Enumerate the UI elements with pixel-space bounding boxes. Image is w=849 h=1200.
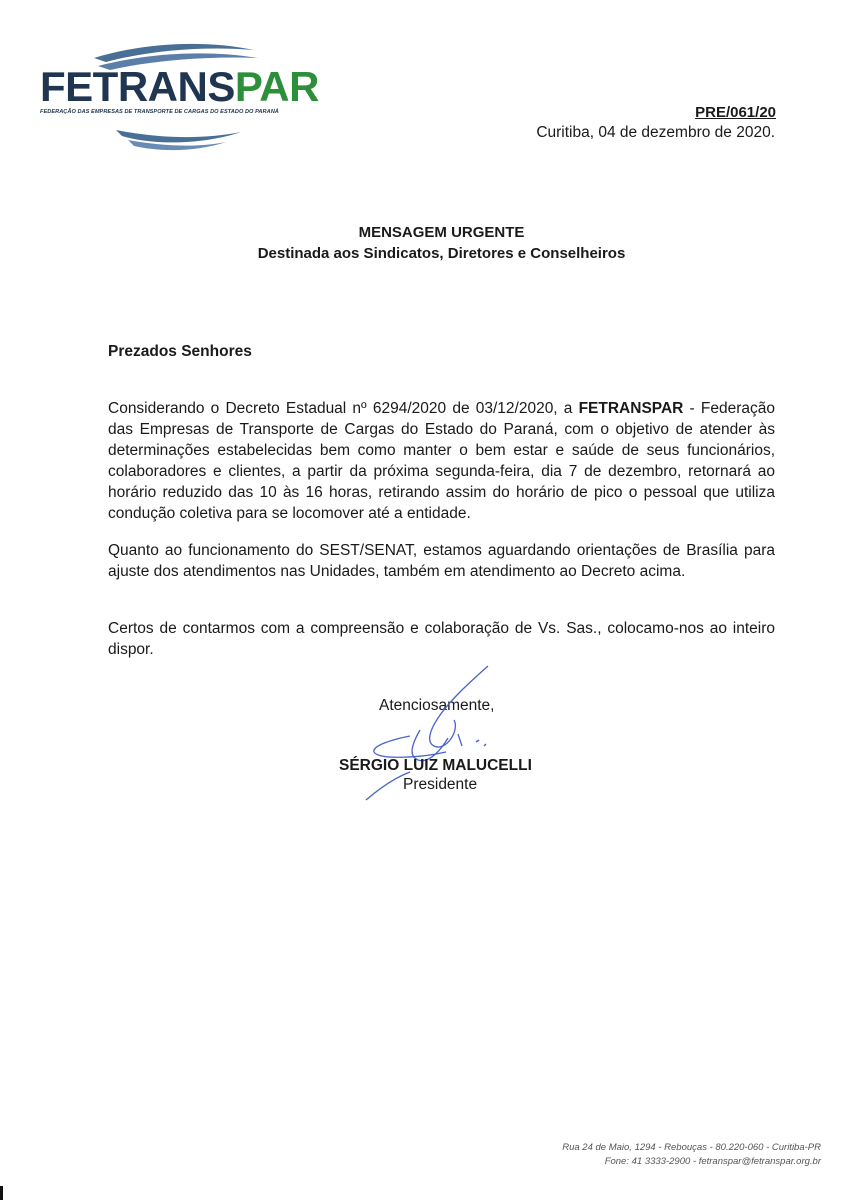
footer [562,1141,821,1169]
date-line: Curitiba, 04 de dezembro de 2020. [536,124,775,141]
footer-address: Rua 24 de Maio, 1294 - Rebouças - 80.220-060 - Curitiba-PR [562,1142,821,1153]
reference-number: PRE/061/20 [695,104,776,121]
subject-title: MENSAGEM URGENTE [358,224,525,241]
body-paragraph-2: Quanto ao funcionamento do SEST/SENAT, estamos aguardando orientações de Brasília para ajuste dos atendimentos nas Unidades, também em atendimento ao Decreto acima. [108,542,775,580]
scan-edge-mark [0,1186,3,1200]
body-paragraph-3: Certos de contarmos com a compreensão e colaboração de Vs. Sas., colocamo-nos ao inteiro dispor. [108,620,775,658]
logo-wordmark: FETRANSPAR [40,63,319,110]
greeting: Prezados Senhores [108,343,252,360]
fetranspar-logo [36,36,319,156]
subject-block [0,222,849,264]
signer-role: Presidente [403,776,478,793]
closing-salutation: Atenciosamente, [379,697,495,714]
org-name-bold: FETRANSPAR [578,400,684,417]
footer-contact: Fone: 41 3333-2900 - fetranspar@fetranspar.org.br [604,1156,821,1167]
body-paragraph-1: Considerando o Decreto Estadual nº 6294/2020 de 03/12/2020, a FETRANSPAR - Federação das Empresas de Transporte de Cargas do Estado do Paraná, com o objetivo de atender às determinações estabelecidas bem como manter o bem estar e saúde de seus funcionários, colaboradores e clientes, a partir da próxima segunda-feira, dia 7 de dezembro, retornará ao horário reduzido das 10 às 16 horas, retirando assim do horário de pico o pessoal que utiliza condução coletiva para se locomover até a entidade. [108,400,775,522]
signer-name: SÉRGIO LUIZ MALUCELLI [339,757,532,774]
logo-tagline: FEDERAÇÃO DAS EMPRESAS DE TRANSPORTE DE CARGAS DO ESTADO DO PARANÁ [40,109,279,115]
subject-subtitle: Destinada aos Sindicatos, Diretores e Conselheiros [257,245,626,262]
